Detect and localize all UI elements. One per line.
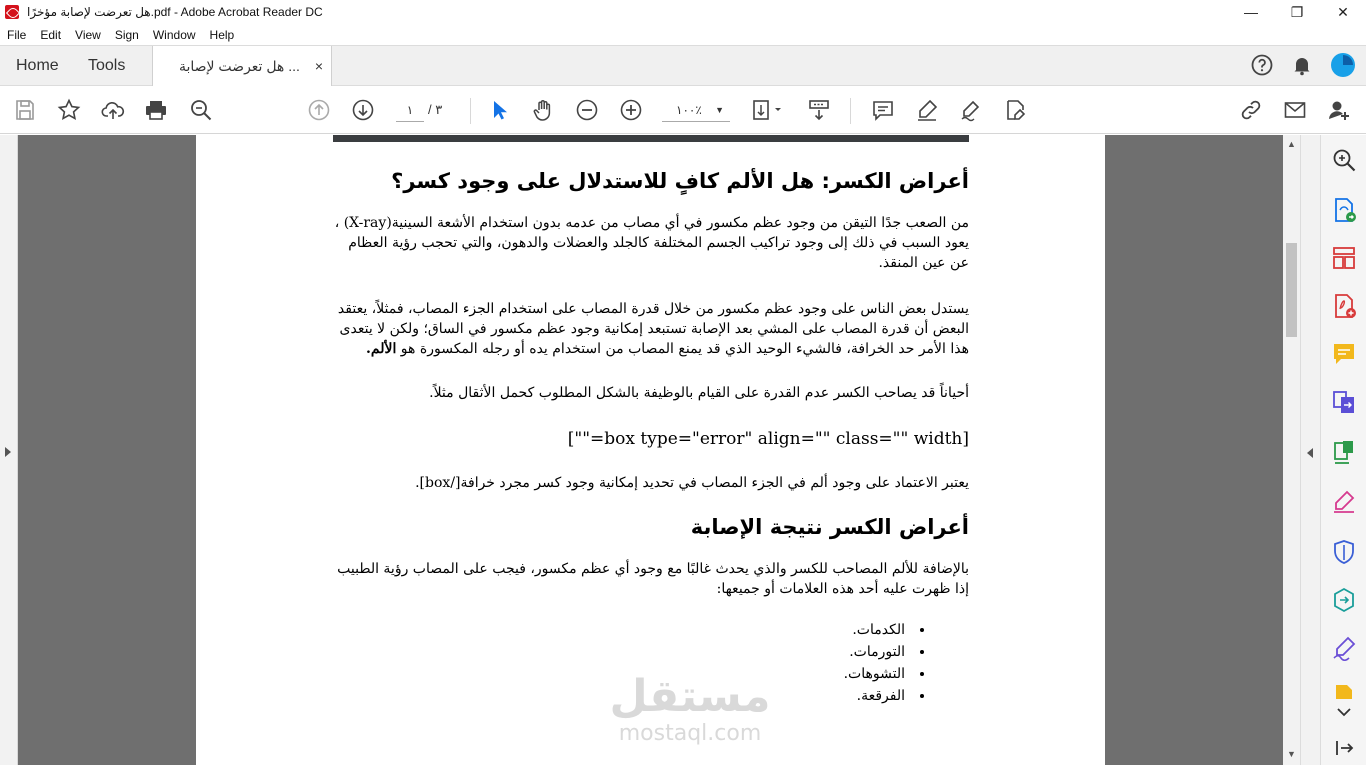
close-tab-button[interactable]: × xyxy=(314,58,323,74)
paragraph: يعتبر الاعتماد على وجود ألم في الجزء المصاب في تحديد إمكانية وجود كسر مجرد خرافة[/box]. xyxy=(415,475,969,491)
title-bar xyxy=(0,0,1366,24)
zoom-level-value: ١٠٠٪ xyxy=(676,103,702,117)
scrollbar-thumb[interactable] xyxy=(1286,243,1297,337)
main-toolbar xyxy=(0,86,1366,134)
list-item: • الفرقعة. xyxy=(333,685,909,707)
watermark-logo xyxy=(600,672,780,752)
sign-pen-icon[interactable] xyxy=(1331,635,1357,661)
section-heading: أعراض الكسر: هل الألم كافٍ للاستدلال على وجود كسر؟ xyxy=(391,169,969,193)
restore-button[interactable]: ❐ xyxy=(1290,3,1304,20)
email-icon[interactable] xyxy=(1282,97,1308,123)
tab-bar xyxy=(0,45,1366,86)
menu-sign[interactable]: Sign xyxy=(114,27,139,42)
zoom-search-icon[interactable] xyxy=(188,97,214,123)
page-content xyxy=(333,163,969,707)
header-actions xyxy=(1250,52,1356,83)
upload-icon[interactable] xyxy=(100,97,126,123)
share-link-icon[interactable] xyxy=(1238,97,1264,123)
window-controls xyxy=(1228,0,1366,24)
sign-icon[interactable] xyxy=(958,97,984,123)
account-avatar-icon[interactable] xyxy=(1330,52,1356,83)
paragraph-bold: الألم. xyxy=(366,341,397,357)
toolbar-divider xyxy=(850,98,851,124)
chevron-left-icon xyxy=(1307,448,1313,458)
send-review-icon[interactable] xyxy=(1331,587,1357,613)
close-window-button[interactable]: ✕ xyxy=(1337,3,1349,20)
organize-pages-icon[interactable] xyxy=(1331,245,1357,271)
fit-page-icon[interactable] xyxy=(750,97,786,123)
chevron-down-icon: ▼ xyxy=(715,105,724,115)
compress-icon[interactable] xyxy=(1331,439,1357,465)
export-pdf-icon[interactable] xyxy=(1331,197,1357,223)
toolbar-divider xyxy=(470,98,471,124)
tab-document-label: هل تعرضت لإصابة ... xyxy=(179,58,300,74)
acrobat-logo-icon xyxy=(5,5,19,19)
paragraph: أحياناً قد يصاحب الكسر عدم القدرة على القيام بالوظيفة بالشكل المطلوب كحمل الأثقال مثلاً. xyxy=(429,385,969,401)
tools-pane xyxy=(1320,135,1366,765)
add-user-icon[interactable] xyxy=(1326,97,1352,123)
menu-view[interactable]: View xyxy=(75,27,101,42)
menu-bar xyxy=(0,24,1366,45)
menu-window[interactable]: Window xyxy=(152,27,196,42)
highlight-icon[interactable] xyxy=(914,97,940,123)
bookmark-star-icon[interactable] xyxy=(56,97,82,123)
scroll-mode-icon[interactable] xyxy=(806,97,832,123)
create-pdf-icon[interactable] xyxy=(1331,293,1357,319)
watermark-arabic: مستقل xyxy=(609,671,771,722)
protect-icon[interactable] xyxy=(1331,539,1357,565)
zoom-in-icon[interactable] xyxy=(618,97,644,123)
tab-document[interactable] xyxy=(152,46,332,87)
comment-icon[interactable] xyxy=(870,97,896,123)
scroll-down-icon[interactable]: ▼ xyxy=(1287,749,1296,759)
fill-sign-icon[interactable] xyxy=(1002,97,1028,123)
print-icon[interactable] xyxy=(143,97,169,123)
paragraph xyxy=(333,299,969,359)
more-tools-icon[interactable] xyxy=(1331,683,1357,699)
window-title: هل تعرضت لإصابة مؤخرًا.pdf - Adobe Acrobat Reader DC xyxy=(27,5,323,19)
menu-help[interactable]: Help xyxy=(209,27,235,42)
list-item: • التشوهات. xyxy=(333,663,909,685)
section-heading: أعراض الكسر نتيجة الإصابة xyxy=(690,515,969,539)
paragraph: من الصعب جدًا التيقن من وجود عظم مكسور في أي مصاب من عدمه بدون استخدام الأشعة السينية(X-ray) ، يعود السبب في ذلك إلى وجود تراكيب الجسم المختلفة كالجلد والعضلات والدهون، والتي تحجب رؤية العظام عن عين المنقذ. xyxy=(334,215,969,271)
page-number-input[interactable]: ١ xyxy=(396,98,424,122)
chevron-down-icon[interactable] xyxy=(1331,699,1357,717)
zoom-level-select[interactable] xyxy=(662,98,730,122)
paragraph: بالإضافة للألم المصاحب للكسر والذي يحدث غالبًا مع وجود أي عظم مكسور، فيجب على المصاب رؤية الطبيب إذا ظهرت عليه أحد هذه العلامات أو جميعها: xyxy=(337,561,969,597)
list-item: • الكدمات. xyxy=(333,619,909,641)
list-item: • التورمات. xyxy=(333,641,909,663)
page-total: / ٣ xyxy=(428,102,443,117)
watermark-latin: mostaql.com xyxy=(618,721,762,746)
vertical-scrollbar[interactable] xyxy=(1283,135,1300,765)
tab-tools[interactable]: Tools xyxy=(88,57,126,74)
shortcode-text: [box type="error" align="" class="" width=""] xyxy=(567,429,969,449)
enhance-scan-icon[interactable] xyxy=(1331,147,1357,173)
save-icon[interactable] xyxy=(12,97,38,123)
chevron-right-icon xyxy=(5,447,11,457)
paragraph-text: يستدل بعض الناس على وجود عظم مكسور من خلال قدرة المصاب على استخدام الجزء المصاب، فمثلاً، يعتقد البعض أن قدرة المصاب على المشي بعد الإصابة تستبعد إمكانية وجود عظم مكسور في الساق؛ ولكن لا يتعدى هذا الأمر حد الخرافة، فالشيء الوحيد الذي قد يمنع المصاب من استخدام يده أو رجله المكسورة هو xyxy=(337,301,969,357)
collapse-pane-icon[interactable] xyxy=(1331,735,1357,761)
zoom-out-icon[interactable] xyxy=(574,97,600,123)
document-viewport[interactable] xyxy=(0,135,1283,765)
combine-files-icon[interactable] xyxy=(1331,389,1357,415)
scroll-up-icon[interactable]: ▲ xyxy=(1287,139,1296,149)
page-image xyxy=(333,135,969,142)
comment-icon[interactable] xyxy=(1331,341,1357,367)
notification-bell-icon[interactable] xyxy=(1290,53,1314,82)
help-icon[interactable] xyxy=(1250,53,1274,82)
select-arrow-icon[interactable] xyxy=(486,97,512,123)
right-pane-toggle[interactable] xyxy=(1300,135,1320,765)
hand-icon[interactable] xyxy=(530,97,556,123)
next-page-icon[interactable] xyxy=(350,97,376,123)
prev-page-icon[interactable] xyxy=(306,97,332,123)
minimize-button[interactable]: — xyxy=(1244,4,1258,20)
fill-sign-icon[interactable] xyxy=(1331,489,1357,515)
menu-file[interactable]: File xyxy=(7,27,27,42)
menu-edit[interactable]: Edit xyxy=(40,27,62,42)
tab-home[interactable]: Home xyxy=(16,57,59,74)
left-pane-toggle[interactable] xyxy=(0,135,18,765)
